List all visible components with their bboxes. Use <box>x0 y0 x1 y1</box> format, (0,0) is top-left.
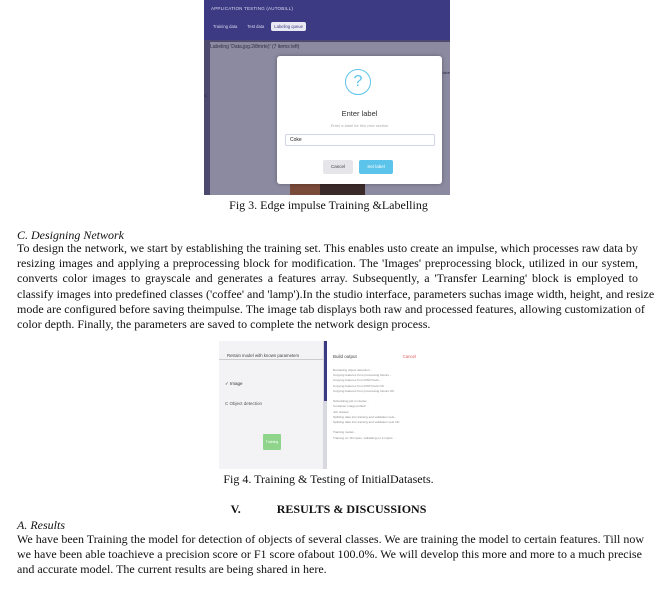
chevron-left-icon[interactable]: < <box>204 94 208 100</box>
figure-4-caption: Fig 4. Training & Testing of InitialDatasets. <box>223 472 434 486</box>
figure-3-screenshot <box>204 0 450 195</box>
app-title: APPLICATION TESTING (AUTOBILL) <box>211 6 294 11</box>
section-title: RESULTS & DISCUSSIONS <box>276 502 427 516</box>
log-line: Copying features from DSP block OK <box>333 383 385 388</box>
build-output-panel <box>327 341 419 469</box>
paragraph-line: we have been able toachieve a precision score or F1 score ofabout 100.0%. We will develop this more and more to a much precise <box>17 547 642 562</box>
log-line: Training model... <box>333 430 356 435</box>
labeling-panel-title: Labeling 'Data.jpg.2i8mrte)' (7 items left) <box>210 44 300 50</box>
label-input[interactable]: Coke <box>285 134 435 146</box>
train-button[interactable]: Training <box>263 434 281 450</box>
retrain-panel-title: Retrain model with known parameters <box>227 353 300 358</box>
figure-4-screenshot <box>219 341 419 469</box>
question-mark-icon: ? <box>345 69 371 95</box>
paragraph-line: and accurate model. The current results are being shared in here. <box>17 562 327 577</box>
app-header <box>204 0 450 40</box>
log-line: Splitting data into training and validation sets OK <box>333 420 400 425</box>
section-c-paragraph <box>17 241 655 332</box>
log-line: Container image pulled! <box>333 404 366 409</box>
tab-training-data[interactable]: Training data <box>213 24 238 29</box>
paragraph-line: mode are configured before saving theimpulse. The image tab displays both raw and processed features, allowing customization of <box>17 301 645 316</box>
log-line: Training on 16 inputs, validating on 4 inputs <box>333 435 393 440</box>
section-a-heading: A. Results <box>17 518 65 532</box>
paragraph-line: We have been Training the model for detection of objects of several classes. We are training the model to certain features. Till now <box>17 532 644 546</box>
paragraph-line: converts color images to grayscale and generates a features array. Subsequently, a 'Transfer Learning' block is employed to <box>17 271 638 286</box>
section-number: V. <box>230 502 241 516</box>
set-label-button[interactable]: Set label <box>359 160 393 174</box>
tab-bar <box>210 22 306 31</box>
section-a-paragraph <box>17 532 644 578</box>
paragraph-line: resizing images and applying a preprocessing block for modification. The 'Images' preprocessing block, utilized in our system, <box>17 256 638 271</box>
option-image[interactable]: ✓ Image <box>225 381 243 386</box>
log-line: Scheduling job in cluster... <box>333 399 369 404</box>
retrain-panel <box>219 341 323 469</box>
dialog-subtitle: Enter a label for this new section <box>330 123 389 128</box>
section-v-heading <box>0 502 657 517</box>
paragraph-line: classify images into predefined classes ('coffee' and 'lamp').In the studio interface, parameters suchas image width, height, and resize <box>17 286 655 301</box>
enter-label-dialog <box>277 56 442 184</box>
paragraph-line: color depth. Finally, the parameters are saved to complete the network design process. <box>17 317 431 332</box>
dialog-title: Enter label <box>341 109 378 118</box>
option-object-detection[interactable]: C Object detection <box>225 401 263 406</box>
log-line: Copying features from processing blocks OK <box>333 388 395 393</box>
tab-labeling-queue[interactable]: Labeling queue <box>271 22 306 31</box>
cancel-link[interactable]: Cancel <box>402 354 416 359</box>
tab-test-data[interactable]: Test data <box>247 24 265 29</box>
log-line: Retraining object detection... <box>333 368 373 372</box>
log-line: Copying features from DSP block... <box>333 378 382 383</box>
build-output-title: Build output <box>333 354 357 359</box>
section-c-heading: C. Designing Network <box>17 228 124 242</box>
build-log <box>333 368 400 441</box>
log-line: Job started <box>333 409 349 414</box>
log-line: Splitting data into training and validation sets... <box>333 414 397 419</box>
paragraph-line: To design the network, we start by establishing the training set. This enables usto create an impulse, which processes raw data by <box>17 241 638 255</box>
label-column-text: labe <box>442 70 450 75</box>
figure-3-caption: Fig 3. Edge impulse Training &Labelling <box>229 198 428 212</box>
cancel-button[interactable]: Cancel <box>323 160 353 174</box>
log-line: Copying features from processing blocks... <box>333 373 392 378</box>
